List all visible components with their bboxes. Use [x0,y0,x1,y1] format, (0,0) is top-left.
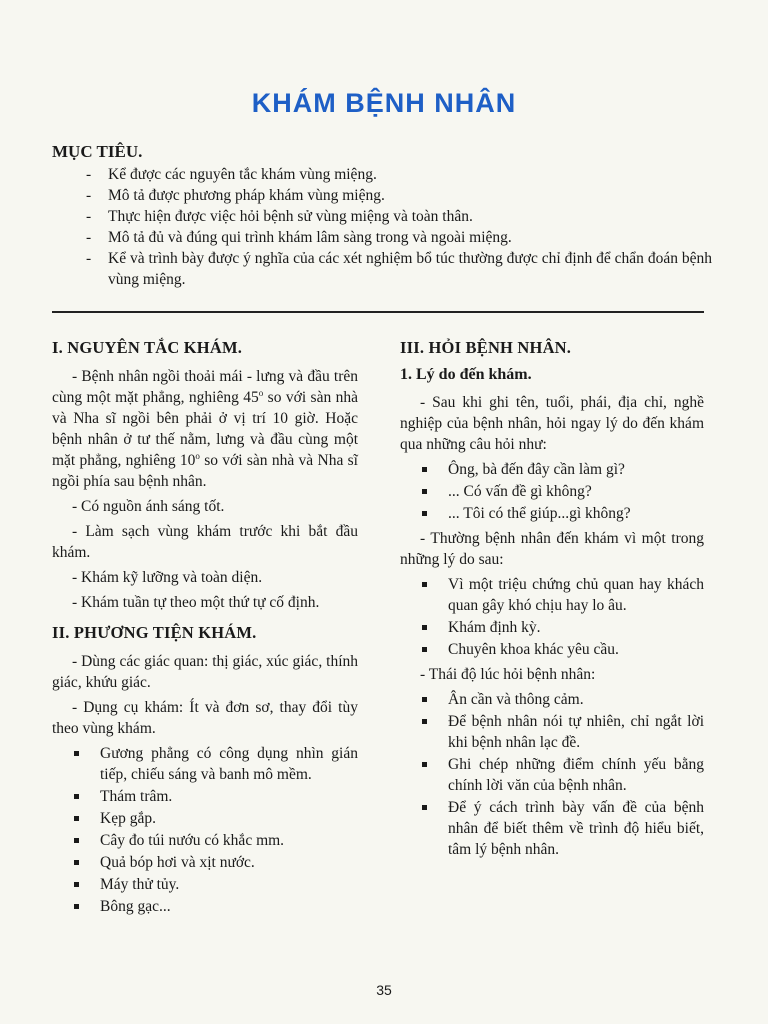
objectives-list [52,164,712,290]
instrument-list [52,743,358,917]
list-item: Cây đo túi nướu có khắc mm. [52,830,358,851]
list-item: Vì một triệu chứng chủ quan hay khách quan gây khó chịu hay lo âu. [400,574,704,616]
reason-list [400,574,704,660]
objective-item: - Thực hiện được việc hỏi bệnh sử vùng miệng và toàn thân. [86,208,473,225]
paragraph: - Dùng các giác quan: thị giác, xúc giác, thính giác, khứu giác. [52,653,358,691]
bullet-icon [422,697,427,702]
list-item: Thám trâm. [52,786,358,807]
paragraph: - Làm sạch vùng khám trước khi bắt đầu khám. [52,523,358,561]
objective-item: - Mô tả được phương pháp khám vùng miệng. [86,187,385,204]
page-title: KHÁM BỆNH NHÂN [251,88,517,118]
list-item: Kẹp gắp. [52,808,358,829]
bullet-icon [422,511,427,516]
objective-item: - Kể và trình bày được ý nghĩa của các xét nghiệm bổ túc thường được chỉ định để chẩn đoán bệnh vùng miệng. [86,250,712,288]
bullet-icon [422,625,427,630]
paragraph: - Có nguồn ánh sáng tốt. [72,498,225,515]
subsection-heading: 1. Lý do đến khám. [400,366,532,383]
list-item: Ghi chép những điểm chính yếu bằng chính lời văn của bệnh nhân. [400,754,704,796]
bullet-icon [422,719,427,724]
objective-item: - Kể được các nguyên tắc khám vùng miệng. [86,166,377,183]
paragraph: - Khám tuần tự theo một thứ tự cố định. [72,594,320,611]
bullet-icon [74,838,79,843]
list-item: Để ý cách trình bày vấn đề của bệnh nhân để biết thêm về trình độ hiểu biết, tâm lý bệnh nhân. [400,797,704,860]
list-item: Ân cần và thông cảm. [400,689,704,710]
bullet-icon [422,489,427,494]
list-item: Khám định kỳ. [400,617,704,638]
list-item: Quả bóp hơi và xịt nước. [52,852,358,873]
section-heading: III. HỎI BỆNH NHÂN. [400,338,572,357]
question-list [400,459,704,524]
bullet-icon [74,751,79,756]
right-column [400,338,704,864]
list-item: Để bệnh nhân nói tự nhiên, chỉ ngắt lời khi bệnh nhân lạc đề. [400,711,704,753]
objective-item: - Mô tả đủ và đúng qui trình khám lâm sàng trong và ngoài miệng. [86,229,512,246]
section-heading: II. PHƯƠNG TIỆN KHÁM. [52,623,257,642]
paragraph: - Sau khi ghi tên, tuổi, phái, địa chỉ, nghề nghiệp của bệnh nhân, hỏi ngay lý do đến khám qua những câu hỏi như: [400,394,704,453]
paragraph: - Thường bệnh nhân đến khám vì một trong những lý do sau: [400,530,704,568]
objectives-block [52,142,712,290]
left-column [52,338,358,921]
bullet-icon [74,860,79,865]
list-item: Máy thử tủy. [52,874,358,895]
attitude-list [400,689,704,860]
bullet-icon [74,882,79,887]
list-item: ... Có vấn đề gì không? [400,481,704,502]
page-number: 35 [376,982,392,998]
bullet-icon [422,762,427,767]
paragraph: - Thái độ lúc hỏi bệnh nhân: [420,666,596,683]
paragraph: - Bệnh nhân ngồi thoải mái - lưng và đầu trên cùng một mặt phẳng, nghiêng 45$^o$ so với sàn nhà và Nha sĩ ngồi bên phải ở vị trí 10 giờ. Hoặc bệnh nhân ở tư thế nằm, lưng và đầu cùng một mặt phẳng, nghiêng 10$^o$ so với sàn nhà và Nha sĩ ngồi phía sau bệnh nhân. [52,368,359,490]
bullet-icon [422,467,427,472]
section-divider [52,311,704,313]
bullet-icon [74,904,79,909]
paragraph: - Khám kỹ lưỡng và toàn diện. [72,569,263,586]
bullet-icon [422,647,427,652]
section-heading: I. NGUYÊN TẮC KHÁM. [52,338,243,357]
list-item: ... Tôi có thể giúp...gì không? [400,503,704,524]
paragraph: - Dụng cụ khám: Ít và đơn sơ, thay đổi tùy theo vùng khám. [52,699,358,737]
list-item: Ông, bà đến đây cần làm gì? [400,459,704,480]
objectives-heading: MỤC TIÊU. [52,142,143,161]
bullet-icon [74,794,79,799]
list-item: Gương phẳng có công dụng nhìn gián tiếp, chiếu sáng và banh mô mềm. [52,743,358,785]
list-item: Bông gạc... [52,896,358,917]
bullet-icon [74,816,79,821]
bullet-icon [422,805,427,810]
bullet-icon [422,582,427,587]
list-item: Chuyên khoa khác yêu cầu. [400,639,704,660]
